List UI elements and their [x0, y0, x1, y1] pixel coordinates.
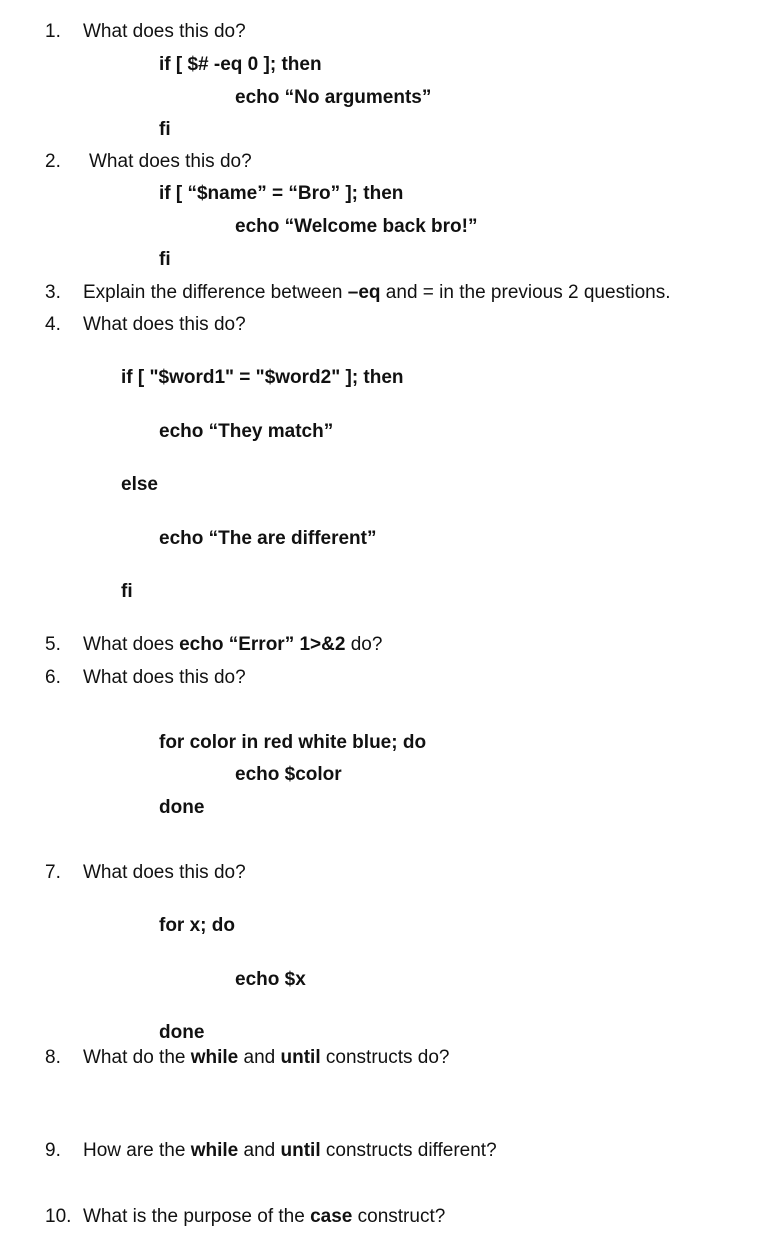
question-4-prompt: What does this do?: [83, 314, 246, 335]
question-3-prompt: Explain the difference between –eq and = in the previous 2 questions.: [83, 282, 671, 303]
question-4-number: 4.: [45, 314, 61, 335]
question-1-number: 1.: [45, 21, 61, 42]
question-9-number: 9.: [45, 1140, 61, 1161]
question-2-prompt: What does this do?: [89, 151, 252, 172]
question-7-code-line-3: done: [159, 1022, 205, 1043]
question-1-prompt: What does this do?: [83, 21, 246, 42]
question-3-keyword: –eq: [347, 282, 381, 303]
question-2-code-line-3: fi: [159, 249, 171, 270]
question-4-code-line-2: echo “They match”: [159, 421, 334, 442]
question-8-number: 8.: [45, 1047, 61, 1068]
question-7-code-line-1: for x; do: [159, 915, 235, 936]
question-9-keyword-while: while: [190, 1140, 239, 1161]
question-10-number: 10.: [45, 1206, 72, 1227]
question-1-code-line-1: if [ $# -eq 0 ]; then: [159, 54, 322, 75]
question-1-code-line-3: fi: [159, 119, 171, 140]
question-6-code-line-1: for color in red white blue; do: [159, 732, 427, 753]
question-5-number: 5.: [45, 634, 61, 655]
question-2-number: 2.: [45, 151, 61, 172]
question-6-number: 6.: [45, 667, 61, 688]
question-10-prompt: What is the purpose of the case construct?: [83, 1206, 446, 1227]
question-4-code-line-1: if [ "$word1" = "$word2" ]; then: [121, 367, 404, 388]
question-8-prompt: What do the while and until constructs do?: [83, 1047, 450, 1068]
question-7-prompt: What does this do?: [83, 862, 246, 883]
question-3-number: 3.: [45, 282, 61, 303]
question-5-prompt: What does echo “Error” 1>&2 do?: [83, 634, 383, 655]
question-8-keyword-until: until: [280, 1047, 321, 1068]
question-6-prompt: What does this do?: [83, 667, 246, 688]
question-4-code-line-4: echo “The are different”: [159, 528, 377, 549]
question-1-code-line-2: echo “No arguments”: [235, 87, 432, 108]
question-9-keyword-until: until: [280, 1140, 321, 1161]
question-6-code-line-3: done: [159, 797, 205, 818]
question-6-code-line-2: echo $color: [235, 764, 342, 785]
question-7-code-line-2: echo $x: [235, 969, 306, 990]
question-7-number: 7.: [45, 862, 61, 883]
question-5-command: echo “Error” 1>&2: [179, 634, 346, 655]
question-4-code-line-5: fi: [121, 581, 133, 602]
question-2-code-line-1: if [ “$name” = “Bro” ]; then: [159, 183, 404, 204]
question-10-keyword-case: case: [310, 1206, 353, 1227]
question-2-code-line-2: echo “Welcome back bro!”: [235, 216, 478, 237]
question-4-code-line-3: else: [121, 474, 158, 495]
question-9-prompt: How are the while and until constructs different?: [83, 1140, 497, 1161]
question-8-keyword-while: while: [190, 1047, 239, 1068]
